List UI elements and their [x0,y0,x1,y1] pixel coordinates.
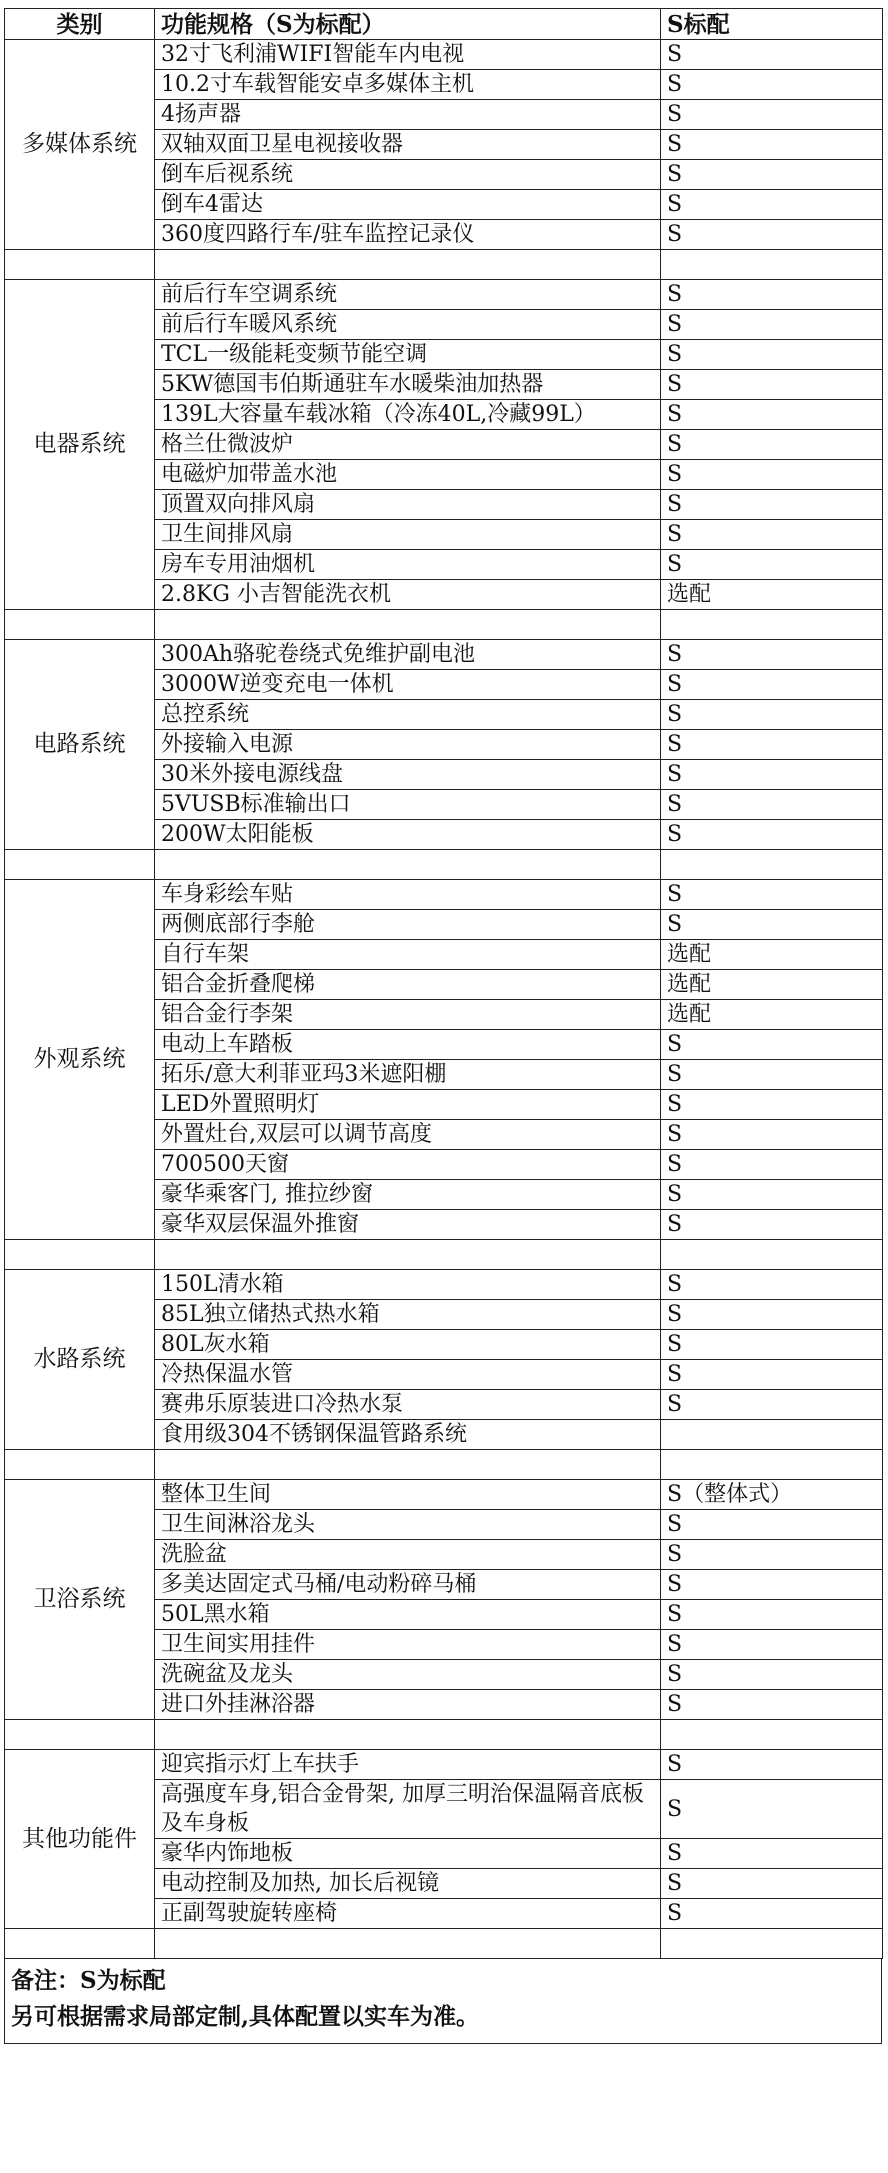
empty-cell [5,1720,155,1750]
feature-cell: 豪华乘客门, 推拉纱窗 [155,1180,661,1210]
standard-cell: S [661,640,883,670]
feature-cell: 洗碗盆及龙头 [155,1660,661,1690]
standard-cell: S [661,1750,883,1780]
empty-cell [5,1240,155,1270]
feature-cell: 85L独立储热式热水箱 [155,1300,661,1330]
feature-cell: 360度四路行车/驻车监控记录仪 [155,220,661,250]
feature-cell: 80L灰水箱 [155,1330,661,1360]
feature-cell: 格兰仕微波炉 [155,430,661,460]
empty-cell [155,1450,661,1480]
standard-cell: S [661,700,883,730]
standard-cell: S [661,1270,883,1300]
standard-cell: S [661,1570,883,1600]
feature-cell: 赛弗乐原装进口冷热水泵 [155,1390,661,1420]
feature-cell: 700500天窗 [155,1150,661,1180]
separator-row [5,1240,883,1270]
feature-cell: 30米外接电源线盘 [155,760,661,790]
standard-cell: S [661,1210,883,1240]
table-row [5,40,883,70]
empty-cell [155,850,661,880]
standard-cell: S [661,160,883,190]
header-row [5,9,883,40]
separator-row [5,1450,883,1480]
feature-cell: 进口外挂淋浴器 [155,1690,661,1720]
feature-cell: 前后行车暖风系统 [155,310,661,340]
note-line-1: 备注：S为标配 [11,1967,166,1994]
standard-cell: S [661,130,883,160]
table-row [5,880,883,910]
feature-cell: 150L清水箱 [155,1270,661,1300]
standard-cell: S [661,1630,883,1660]
standard-cell: S [661,1330,883,1360]
table-row [5,1750,883,1780]
category-cell: 其他功能件 [5,1750,155,1929]
feature-cell: 豪华内饰地板 [155,1839,661,1869]
empty-cell [661,1240,883,1270]
header-standard: S标配 [661,9,883,40]
standard-cell: S [661,1660,883,1690]
standard-cell: S [661,100,883,130]
table-row [5,280,883,310]
feature-cell: 多美达固定式马桶/电动粉碎马桶 [155,1570,661,1600]
standard-cell: S [661,1030,883,1060]
category-cell: 电路系统 [5,640,155,850]
header-category: 类别 [5,9,155,40]
feature-cell: 豪华双层保温外推窗 [155,1210,661,1240]
standard-cell: S [661,910,883,940]
empty-cell [661,850,883,880]
feature-cell: 铝合金折叠爬梯 [155,970,661,1000]
feature-cell: 5VUSB标准输出口 [155,790,661,820]
feature-cell: 300Ah骆驼卷绕式免维护副电池 [155,640,661,670]
standard-cell: 选配 [661,940,883,970]
feature-cell: 卫生间排风扇 [155,520,661,550]
standard-cell: S [661,370,883,400]
feature-cell: 自行车架 [155,940,661,970]
standard-cell: S [661,880,883,910]
feature-cell: 200W太阳能板 [155,820,661,850]
standard-cell: S [661,280,883,310]
feature-cell: 4扬声器 [155,100,661,130]
table-row [5,1480,883,1510]
standard-cell: S（整体式） [661,1480,883,1510]
feature-cell: 迎宾指示灯上车扶手 [155,1750,661,1780]
empty-cell [661,1929,883,1959]
standard-cell: S [661,790,883,820]
standard-cell: S [661,1120,883,1150]
empty-cell [5,250,155,280]
standard-cell: S [661,490,883,520]
table-row [5,640,883,670]
empty-cell [661,610,883,640]
standard-cell: S [661,1090,883,1120]
standard-cell: S [661,220,883,250]
spec-table-body [5,40,883,1959]
feature-cell: 10.2寸车载智能安卓多媒体主机 [155,70,661,100]
feature-cell: 3000W逆变充电一体机 [155,670,661,700]
table-row [5,1270,883,1300]
standard-cell: S [661,400,883,430]
standard-cell: 选配 [661,970,883,1000]
feature-cell: 总控系统 [155,700,661,730]
standard-cell: S [661,550,883,580]
standard-cell: S [661,1600,883,1630]
feature-cell: 卫生间淋浴龙头 [155,1510,661,1540]
separator-row [5,250,883,280]
separator-row [5,850,883,880]
notes-box [4,1959,882,2044]
standard-cell: S [661,520,883,550]
feature-cell: LED外置照明灯 [155,1090,661,1120]
header-feature: 功能规格（S为标配） [155,9,661,40]
feature-cell: 食用级304不锈钢保温管路系统 [155,1420,661,1450]
feature-cell: 前后行车空调系统 [155,280,661,310]
feature-cell: 倒车后视系统 [155,160,661,190]
feature-cell: 两侧底部行李舱 [155,910,661,940]
standard-cell: S [661,1540,883,1570]
feature-cell: 电磁炉加带盖水池 [155,460,661,490]
feature-cell: 外接输入电源 [155,730,661,760]
separator-row [5,1929,883,1959]
standard-cell: S [661,340,883,370]
standard-cell: S [661,760,883,790]
standard-cell: S [661,460,883,490]
feature-cell: 外置灶台,双层可以调节高度 [155,1120,661,1150]
feature-cell: 整体卫生间 [155,1480,661,1510]
empty-cell [155,1240,661,1270]
feature-cell: 电动控制及加热, 加长后视镜 [155,1869,661,1899]
separator-row [5,1720,883,1750]
category-cell: 水路系统 [5,1270,155,1450]
standard-cell: S [661,670,883,700]
feature-cell: 倒车4雷达 [155,190,661,220]
feature-cell: 洗脸盆 [155,1540,661,1570]
standard-cell: S [661,190,883,220]
feature-cell: 2.8KG 小吉智能洗衣机 [155,580,661,610]
standard-cell: 选配 [661,580,883,610]
standard-cell [661,1420,883,1450]
feature-cell: 铝合金行李架 [155,1000,661,1030]
empty-cell [155,610,661,640]
standard-cell: S [661,310,883,340]
empty-cell [5,1929,155,1959]
standard-cell: S [661,1390,883,1420]
empty-cell [155,1720,661,1750]
feature-cell: 5KW德国韦伯斯通驻车水暖柴油加热器 [155,370,661,400]
empty-cell [5,850,155,880]
standard-cell: S [661,1899,883,1929]
feature-cell: 高强度车身,铝合金骨架, 加厚三明治保温隔音底板及车身板 [155,1780,661,1839]
standard-cell: S [661,1839,883,1869]
empty-cell [5,610,155,640]
feature-cell: 139L大容量车载冰箱（冷冻40L,冷藏99L） [155,400,661,430]
feature-cell: 车身彩绘车贴 [155,880,661,910]
standard-cell: S [661,1869,883,1899]
feature-cell: TCL一级能耗变频节能空调 [155,340,661,370]
feature-cell: 正副驾驶旋转座椅 [155,1899,661,1929]
feature-cell: 32寸飞利浦WIFI智能车内电视 [155,40,661,70]
standard-cell: S [661,730,883,760]
empty-cell [155,250,661,280]
empty-cell [661,250,883,280]
category-cell: 电器系统 [5,280,155,610]
feature-cell: 卫生间实用挂件 [155,1630,661,1660]
standard-cell: S [661,430,883,460]
standard-cell: S [661,820,883,850]
feature-cell: 双轴双面卫星电视接收器 [155,130,661,160]
feature-cell: 冷热保温水管 [155,1360,661,1390]
standard-cell: S [661,70,883,100]
standard-cell: S [661,1510,883,1540]
category-cell: 外观系统 [5,880,155,1240]
spec-table [4,8,883,1959]
category-cell: 卫浴系统 [5,1480,155,1720]
feature-cell: 拓乐/意大利菲亚玛3米遮阳棚 [155,1060,661,1090]
feature-cell: 顶置双向排风扇 [155,490,661,520]
empty-cell [661,1450,883,1480]
standard-cell: S [661,1690,883,1720]
spec-sheet [4,8,882,2044]
standard-cell: S [661,1360,883,1390]
standard-cell: S [661,1150,883,1180]
category-cell: 多媒体系统 [5,40,155,250]
standard-cell: S [661,1780,883,1839]
feature-cell: 50L黑水箱 [155,1600,661,1630]
separator-row [5,610,883,640]
standard-cell: 选配 [661,1000,883,1030]
standard-cell: S [661,1180,883,1210]
empty-cell [155,1929,661,1959]
standard-cell: S [661,1300,883,1330]
feature-cell: 房车专用油烟机 [155,550,661,580]
feature-cell: 电动上车踏板 [155,1030,661,1060]
empty-cell [5,1450,155,1480]
standard-cell: S [661,1060,883,1090]
standard-cell: S [661,40,883,70]
note-line-2: 另可根据需求局部定制,具体配置以实车为准。 [11,2003,480,2030]
empty-cell [661,1720,883,1750]
